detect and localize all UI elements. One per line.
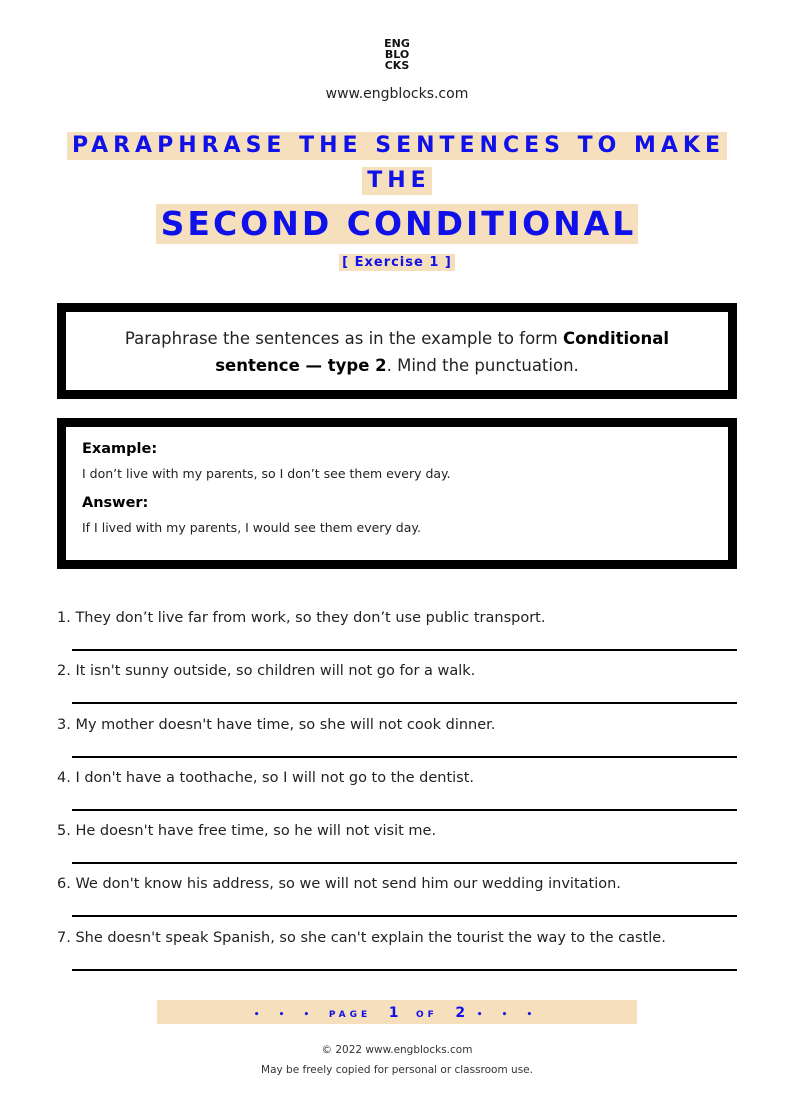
question-item [57,606,737,659]
answer-line[interactable] [72,649,737,651]
answer-line[interactable] [72,756,737,758]
answer-line[interactable] [72,969,737,971]
question-item [57,872,737,925]
page-title: SECOND CONDITIONAL [156,204,639,244]
pager-page-word: PAGE [328,1010,372,1020]
question-item [57,819,737,872]
instruction-text-bold: Conditional sentence — type 2 [215,329,670,375]
page-indicator [157,1000,637,1024]
question-item [57,766,737,819]
pager-current: 1 [388,1005,399,1021]
exercise-label-wrap [0,251,794,270]
question-item [57,713,737,766]
engblocks-logo [0,38,794,71]
logo-line-2: BLO [384,48,410,61]
title-line-3-wrap [0,204,794,244]
pager-total: 2 [455,1005,466,1021]
example-text: I don’t live with my parents, so I don’t see them every day. [82,466,451,481]
license-text: May be freely copied for personal or classroom use. [261,1064,533,1076]
website-url[interactable]: www.engblocks.com [325,86,469,102]
logo-line-3: CKS [384,59,410,72]
answer-line[interactable] [72,862,737,864]
example-box [57,418,737,569]
question-list [57,606,737,979]
answer-label: Answer: [82,495,149,511]
question-text: 7. She doesn't speak Spanish, so she can't explain the tourist the way to the castle. [57,929,666,946]
question-text: 6. We don't know his address, so we will not send him our wedding invitation. [57,876,621,893]
title-line-2: THE [362,167,431,195]
question-text: 1. They don’t live far from work, so they don’t use public transport. [57,610,546,626]
question-text: 5. He doesn't have free time, so he will not visit me. [57,823,437,840]
logo-line-1: ENG [384,37,410,50]
instruction-box [57,303,737,399]
copyright-text: © 2022 www.engblocks.com [321,1044,473,1056]
example-label: Example: [82,441,158,457]
question-text: 3. My mother doesn't have time, so she will not cook dinner. [57,716,496,733]
answer-line[interactable] [72,702,737,704]
question-text: 2. It isn't sunny outside, so children will not go for a walk. [57,663,476,680]
pager-dots-left: • • • [253,1010,318,1020]
answer-line[interactable] [72,809,737,811]
pager-dots-right: • • • [476,1010,541,1020]
title-line-2-wrap [0,167,794,195]
question-item [57,659,737,712]
exercise-label: [ Exercise 1 ] [339,254,455,271]
pager-of-word: OF [416,1010,438,1020]
question-text: 4. I don't have a toothache, so I will not go to the dentist. [57,769,475,786]
instruction-text-before: Paraphrase the sentences as in the example to form [124,329,563,348]
title-line-1-wrap [0,132,794,160]
title-line-1: PARAPHRASE THE SENTENCES TO MAKE [67,132,727,160]
answer-line[interactable] [72,915,737,917]
question-item [57,926,737,979]
answer-text: If I lived with my parents, I would see them every day. [82,520,421,535]
instruction-text-after: . Mind the punctuation. [386,356,579,375]
